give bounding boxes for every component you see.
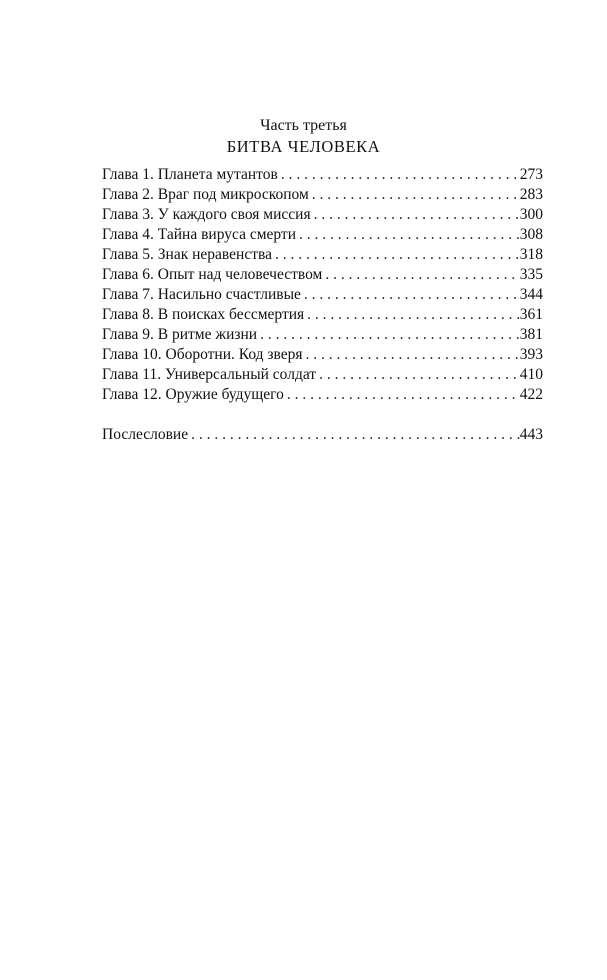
afterword-section [102,425,543,445]
page-number: 381 [519,326,543,343]
toc-entry-chapter-3 [102,205,543,225]
dot-leader [303,345,520,365]
dot-leader [284,385,520,405]
dot-leader [296,225,520,245]
chapter-title: Глава 7. Насильно счастливые [102,286,301,303]
toc-entry-chapter-11 [102,365,543,385]
toc-entry-chapter-8 [102,305,543,325]
toc-entry-chapter-12 [102,385,543,405]
page-number: 283 [519,186,543,203]
page-number: 393 [519,346,543,363]
toc-entry-chapter-10 [102,345,543,365]
chapter-title: Глава 12. Оружие будущего [102,386,284,403]
toc-entry-chapter-4 [102,225,543,245]
dot-leader [311,205,520,225]
chapter-title: Глава 6. Опыт над человечеством [102,266,323,283]
chapter-title: Глава 4. Тайна вируса смерти [102,226,296,243]
toc-entry-chapter-7 [102,285,543,305]
chapter-title: Глава 5. Знак неравенства [102,246,272,263]
dot-leader [304,305,520,325]
dot-leader [278,165,520,185]
dot-leader [188,425,520,445]
page-number: 344 [519,286,543,303]
chapter-title: Глава 10. Оборотни. Код зверя [102,346,303,363]
chapter-title: Глава 1. Планета мутантов [102,166,278,183]
page-number: 361 [519,306,543,323]
part-title: БИТВА ЧЕЛОВЕКА [226,137,381,156]
chapter-title: Глава 8. В поисках бессмертия [102,306,305,323]
dot-leader [272,245,520,265]
page-number: 273 [519,166,543,183]
page-number: 422 [519,386,543,403]
page-number: 308 [519,226,543,243]
page-number: 410 [519,366,543,383]
toc-entry-chapter-1 [102,165,543,185]
toc-entry-chapter-6 [102,265,543,285]
page-number: 443 [519,426,543,443]
chapter-title: Глава 9. В ритме жизни [102,326,258,343]
afterword-title: Послесловие [102,426,189,443]
dot-leader [301,285,520,305]
toc-entry-chapter-2 [102,185,543,205]
chapter-title: Глава 11. Универсальный солдат [102,366,317,383]
dot-leader [316,365,520,385]
page-number: 318 [519,246,543,263]
dot-leader [257,325,520,345]
dot-leader [309,185,520,205]
toc-entry-afterword [102,425,543,445]
part-label: Часть третья [260,117,347,134]
chapter-title: Глава 3. У каждого своя миссия [102,206,311,223]
toc-entry-chapter-5 [102,245,543,265]
dot-leader [322,265,519,285]
toc-entry-chapter-9 [102,325,543,345]
page-number: 335 [519,266,543,283]
table-of-contents [102,165,543,405]
chapter-title: Глава 2. Враг под микроскопом [102,186,309,203]
page-number: 300 [519,206,543,223]
